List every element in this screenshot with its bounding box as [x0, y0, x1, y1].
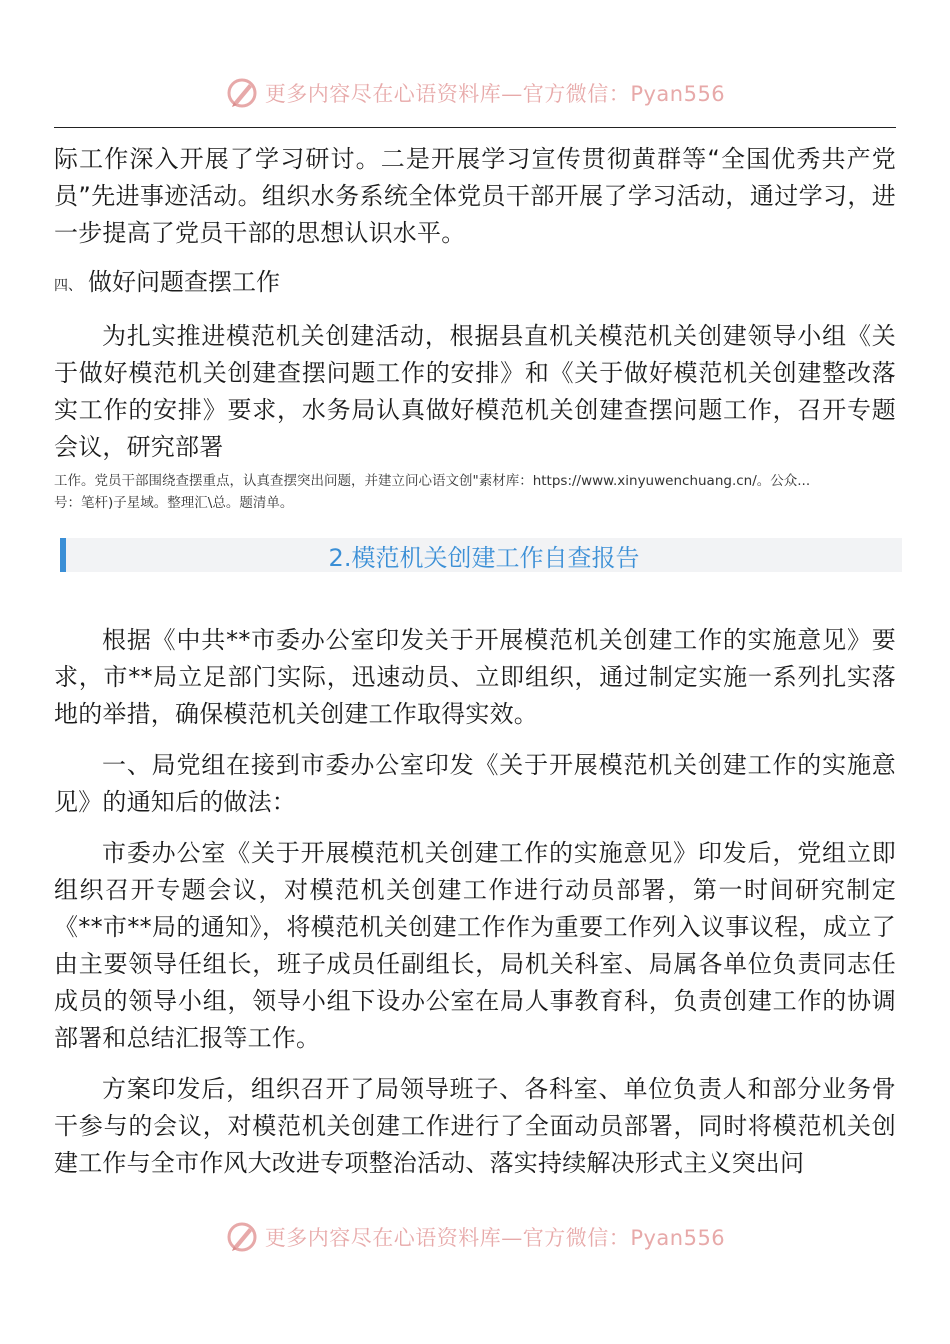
header-rule: [54, 127, 896, 128]
article-paragraph-1: 根据《中共**市委办公室印发关于开展模范机关创建工作的实施意见》要求，市**局立足部门实际，迅速动员、立即组织，通过制定实施一系列扎实落地的举措，确保模范机关创建工作取得实效。: [54, 626, 896, 728]
pen-logo-icon: [225, 76, 259, 110]
article-title-bar: [60, 538, 902, 572]
article-paragraph-4: 方案印发后，组织召开了局领导班子、各科室、单位负责人和部分业务骨干参与的会议，对模范机关创建工作进行了全面动员部署，同时将模范机关创建工作与全市作风大改进专项整治活动、落实持续解决形式主义突出问: [54, 1075, 896, 1177]
page-body-part2: [54, 622, 896, 1182]
footnote-line-1: 工作。党员干部围绕查摆重点，认真查摆突出问题，并建立问心语文创"素材库：https://www.xinyuwenchuang.cn/。公众...: [54, 473, 811, 489]
section-four-paragraph: 为扎实推进模范机关创建活动，根据县直机关模范机关创建领导小组《关于做好模范机关创建查摆问题工作的安排》和《关于做好模范机关创建整改落实工作的安排》要求，水务局认真做好模范机关创建查摆问题工作，召开专题会议，研究部署: [54, 322, 896, 461]
section-four-heading: [54, 264, 896, 305]
article-title: 2.模范机关创建工作自查报告: [328, 543, 640, 572]
footer-banner: [0, 1217, 950, 1257]
article-paragraph-2: 一、局党组在接到市委办公室印发《关于开展模范机关创建工作的实施意见》的通知后的做法：: [54, 751, 896, 816]
header-banner: [0, 73, 950, 113]
section-four-title: 做好问题查摆工作: [88, 268, 280, 296]
article-paragraph-3: 市委办公室《关于开展模范机关创建工作的实施意见》印发后，党组立即组织召开专题会议，对模范机关创建工作进行动员部署，第一时间研究制定《**市**局的通知》，将模范机关创建工作作为重要工作列入议事议程，成立了由主要领导任组长，班子成员任副组长，局机关科室、局属各单位负责同志任成员的领导小组，领导小组下设办公室在局人事教育科，负责创建工作的协调部署和总结汇报等工作。: [54, 839, 896, 1052]
pen-logo-icon: [225, 1220, 259, 1254]
section-four-number: 四、: [54, 278, 82, 294]
footer-banner-handle: Pyan556: [630, 1226, 726, 1250]
footer-banner-text: 更多内容尽在心语资料库—官方微信：Pyan556: [264, 1226, 726, 1250]
banner-handle: Pyan556: [630, 82, 726, 106]
banner-text: 更多内容尽在心语资料库—官方微信：Pyan556: [264, 82, 726, 106]
footnote-line-2: 号：笔杆)子星域。整理汇\总。题清单。: [54, 495, 294, 511]
intro-paragraph: 际工作深入开展了学习研讨。二是开展学习宣传贯彻黄群等“全国优秀共产党员”先进事迹活动。组织水务系统全体党员干部开展了学习活动，通过学习，进一步提高了党员干部的思想认识水平。: [54, 145, 896, 247]
page-body-part1: [54, 141, 896, 514]
